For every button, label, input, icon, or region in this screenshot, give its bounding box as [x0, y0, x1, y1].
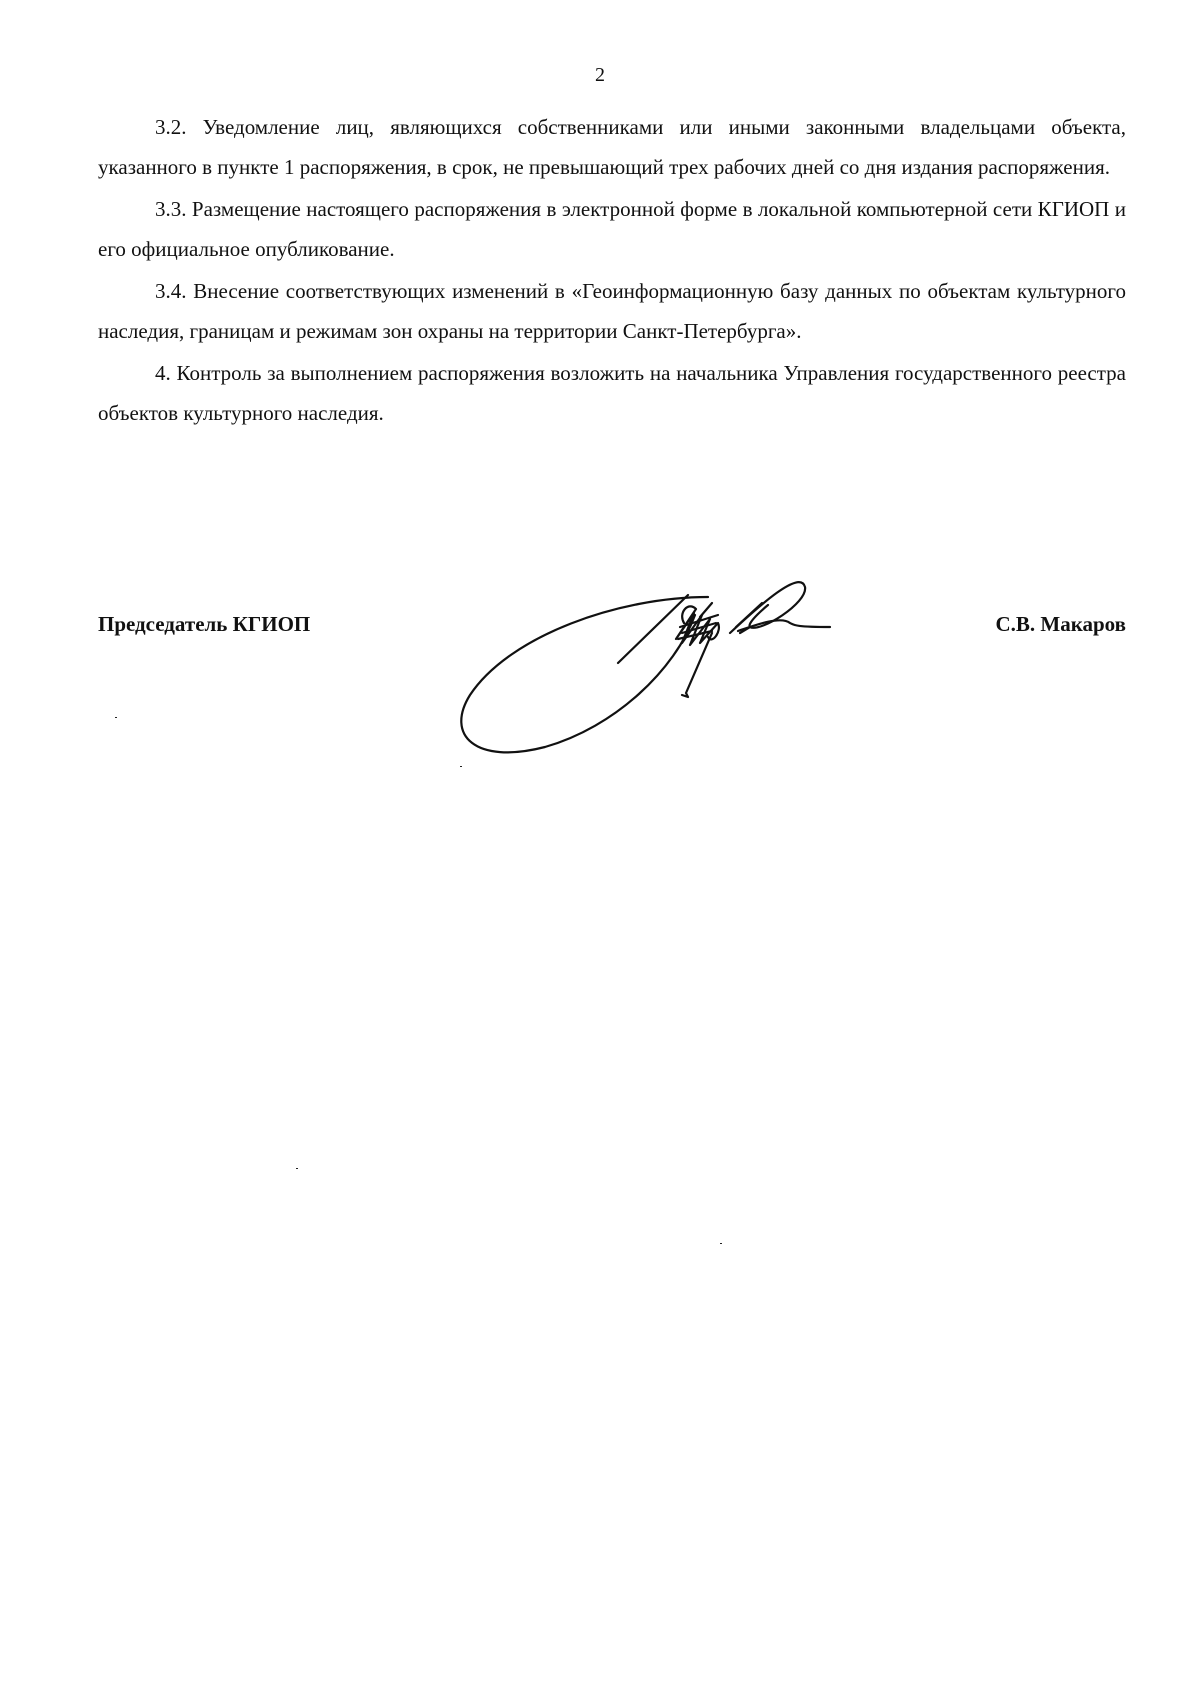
signer-name: С.В. Макаров — [995, 612, 1126, 636]
scan-speck — [296, 1168, 298, 1169]
signer-title: Председатель КГИОП — [98, 612, 311, 636]
scan-speck — [720, 1243, 722, 1244]
paragraph-4: 4. Контроль за выполнением распоряжения возложить на начальника Управления государственного реестра объектов культурного наследия. — [98, 361, 1126, 425]
page-number: 2 — [595, 64, 605, 86]
paragraph-3-4: 3.4. Внесение соответствующих изменений в «Геоинформационную базу данных по объектам культурного наследия, границам и режимам зон охраны на территории Санкт-Петербурга». — [98, 279, 1126, 343]
scan-speck — [115, 717, 117, 718]
paragraph-3-2: 3.2. Уведомление лиц, являющихся собственниками или иными законными владельцами объекта, указанного в пункте 1 распоряжения, в срок, не превышающий трех рабочих дней со дня издания распоряжения. — [98, 115, 1126, 179]
scan-speck — [460, 766, 462, 767]
handwritten-signature — [450, 575, 920, 765]
paragraph-3-3: 3.3. Размещение настоящего распоряжения в электронной форме в локальной компьютерной сети КГИОП и его официальное опубликование. — [98, 197, 1126, 261]
document-body — [98, 107, 1126, 435]
